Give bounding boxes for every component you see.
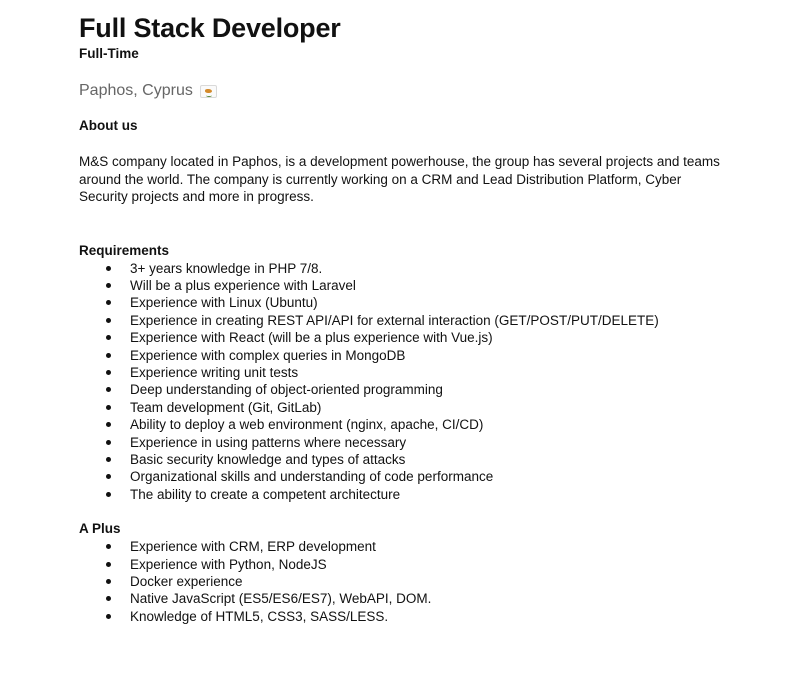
list-item: Experience with complex queries in MongoDB: [79, 347, 779, 364]
list-item: Experience with Linux (Ubuntu): [79, 294, 779, 311]
list-item: Knowledge of HTML5, CSS3, SASS/LESS.: [79, 608, 779, 625]
job-location: [79, 80, 779, 102]
requirements-list: [79, 260, 779, 504]
requirements-heading: Requirements: [79, 242, 170, 258]
list-item: Ability to deploy a web environment (nginx, apache, CI/CD): [79, 416, 779, 433]
about-heading: About us: [79, 118, 138, 133]
list-item: Experience in using patterns where necessary: [79, 434, 779, 451]
list-item: The ability to create a competent architecture: [79, 486, 779, 503]
list-item: Experience writing unit tests: [79, 364, 779, 381]
cyprus-flag-icon: [200, 85, 217, 98]
list-item: Team development (Git, GitLab): [79, 399, 779, 416]
list-item: Organizational skills and understanding of code performance: [79, 468, 779, 485]
list-item: Experience with Python, NodeJS: [79, 556, 779, 573]
list-item: Experience with CRM, ERP development: [79, 538, 779, 555]
location-text: Paphos, Cyprus: [79, 82, 193, 99]
list-item: Will be a plus experience with Laravel: [79, 277, 779, 294]
employment-type: Full-Time: [79, 46, 139, 61]
list-item: Native JavaScript (ES5/ES6/ES7), WebAPI, DOM.: [79, 590, 779, 607]
list-item: Basic security knowledge and types of attacks: [79, 451, 779, 468]
a-plus-heading: A Plus: [79, 521, 121, 537]
list-item: Deep understanding of object-oriented programming: [79, 381, 779, 398]
list-item: Experience in creating REST API/API for external interaction (GET/POST/PUT/DELETE): [79, 312, 779, 329]
about-text: M&S company located in Paphos, is a development powerhouse, the group has several projects and teams around the world. The company is currently working on a CRM and Lead Distribution Platform, Cyber Security projects and more in progress.: [79, 154, 720, 204]
list-item: Experience with React (will be a plus experience with Vue.js): [79, 329, 779, 346]
list-item: Docker experience: [79, 573, 779, 590]
a-plus-list: [79, 538, 779, 625]
job-posting: [79, 12, 779, 625]
page-title: Full Stack Developer: [79, 13, 341, 43]
list-item: 3+ years knowledge in PHP 7/8.: [79, 260, 779, 277]
